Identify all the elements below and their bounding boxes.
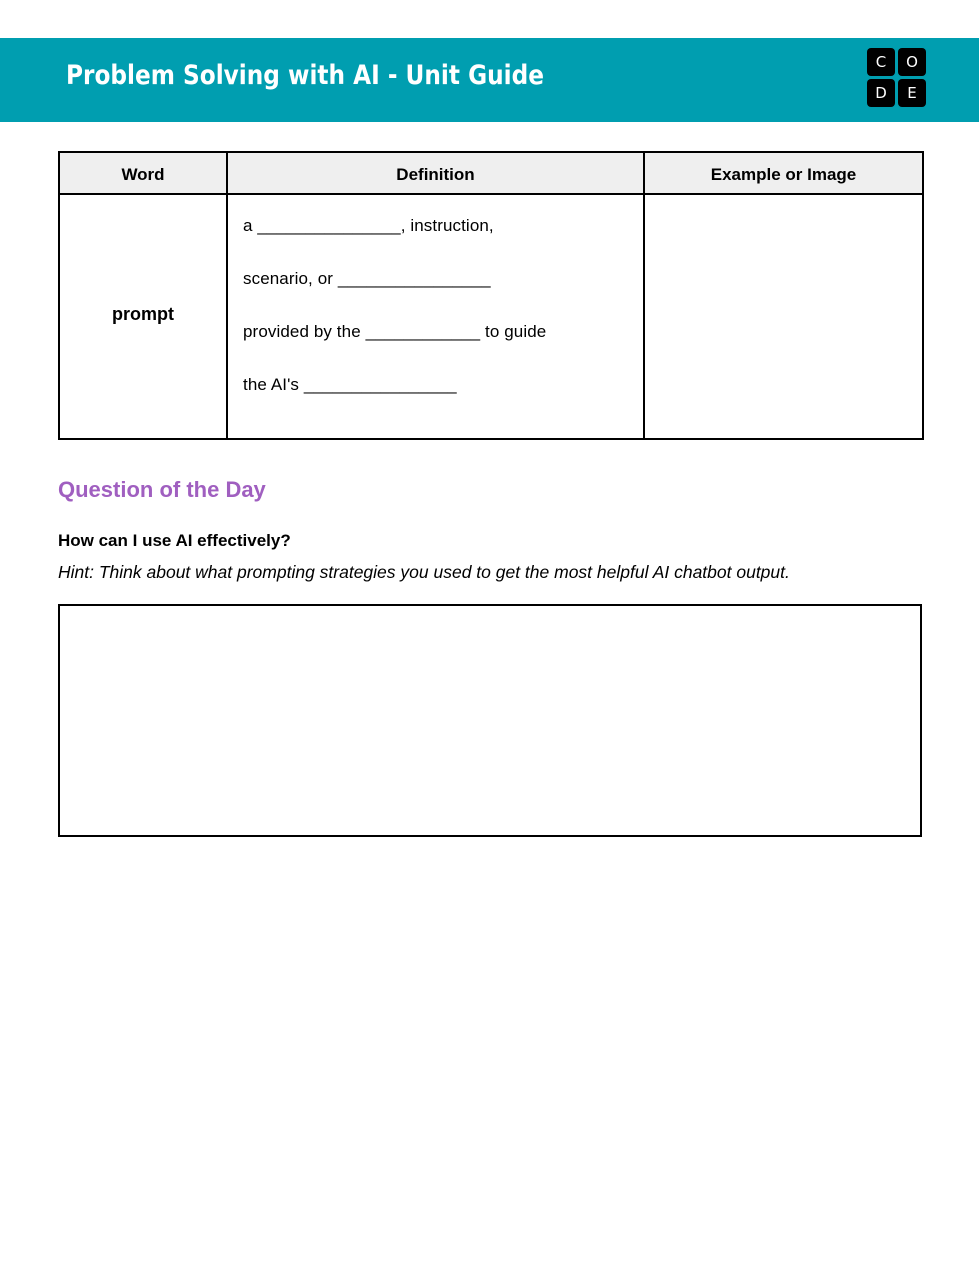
question-of-the-day-heading: Question of the Day bbox=[58, 477, 266, 502]
hint-text bbox=[58, 562, 790, 583]
definition-line: a _______________, instruction, bbox=[243, 216, 494, 235]
table-header-row bbox=[59, 152, 923, 194]
header-word: Word bbox=[59, 152, 227, 194]
vocab-word: prompt bbox=[112, 304, 174, 324]
definition-line: scenario, or ________________ bbox=[243, 269, 491, 288]
code-logo bbox=[867, 48, 927, 108]
header-definition: Definition bbox=[227, 152, 644, 194]
definition-line: the AI's ________________ bbox=[243, 375, 457, 394]
vocabulary-table bbox=[58, 151, 924, 440]
logo-letter-c: C bbox=[867, 48, 895, 76]
header-example: Example or Image bbox=[644, 152, 923, 194]
logo-letter-d: D bbox=[867, 79, 895, 107]
example-cell[interactable] bbox=[644, 194, 923, 439]
page-title: Problem Solving with AI - Unit Guide bbox=[66, 60, 544, 91]
logo-letter-o: O bbox=[898, 48, 926, 76]
hint-body: : Think about what prompting strategies you used to get the most helpful AI chatbot output. bbox=[89, 562, 790, 582]
word-cell bbox=[59, 194, 227, 439]
answer-box[interactable] bbox=[58, 604, 922, 837]
definition-cell[interactable] bbox=[227, 194, 644, 439]
hint-label: Hint bbox=[58, 562, 90, 582]
header-banner bbox=[0, 38, 979, 122]
question-text: How can I use AI effectively? bbox=[58, 531, 291, 550]
table-row bbox=[59, 194, 923, 439]
logo-letter-e: E bbox=[898, 79, 926, 107]
definition-line: provided by the ____________ to guide bbox=[243, 322, 547, 341]
